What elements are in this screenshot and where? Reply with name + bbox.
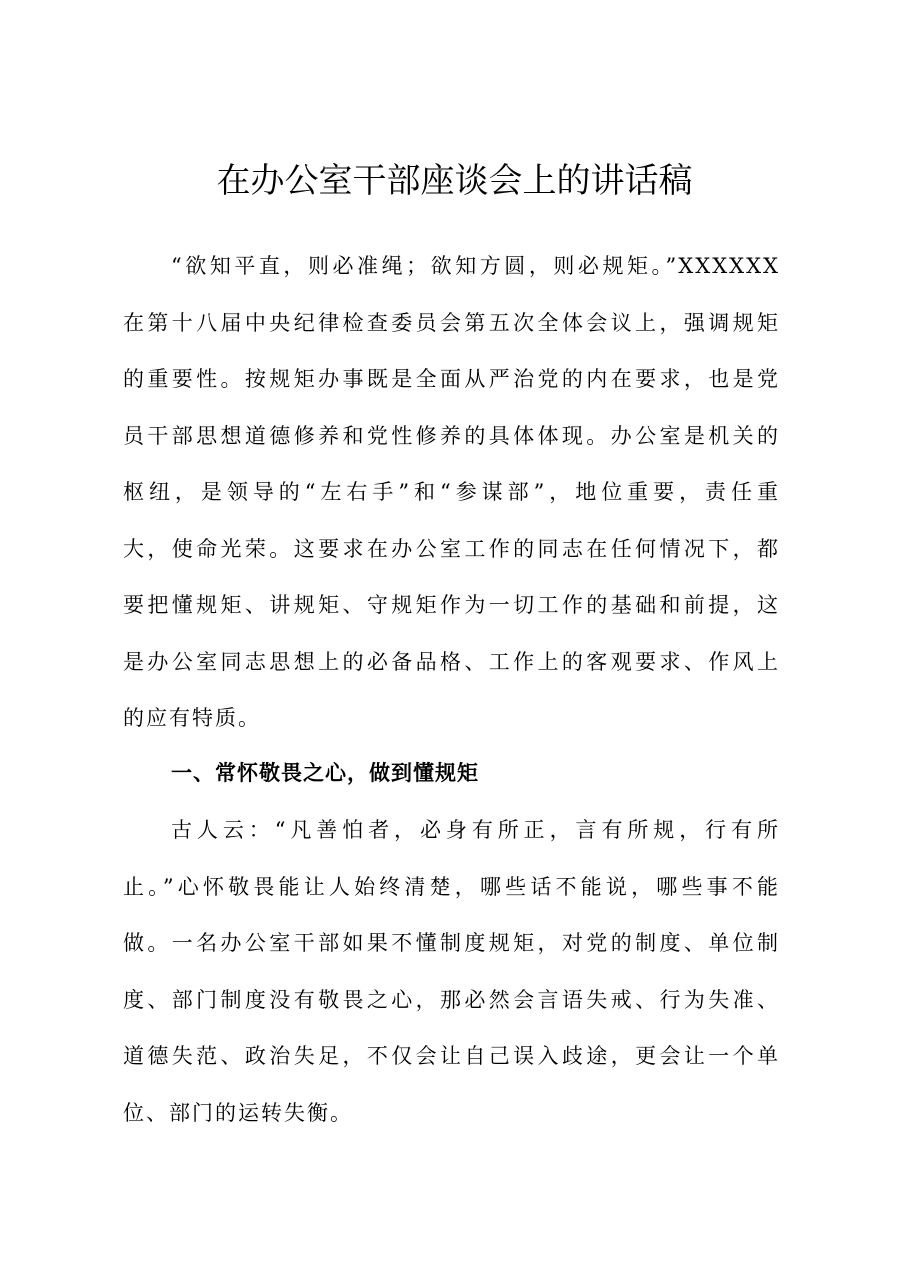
paragraph-line: 度、部门制度没有敬畏之心，那必然会言语失戒、行为失准、 — [123, 987, 780, 1012]
paragraph-line: 道德失范、政治失足，不仅会让自己误入歧途，更会让一个单 — [123, 1044, 780, 1068]
paragraph-line: 位、部门的运转失衡。 — [123, 1100, 353, 1125]
paragraph-line: 员干部思想道德修养和党性修养的具体体现。办公室是机关的 — [123, 423, 780, 448]
document-title: 在办公室干部座谈会上的讲话稿 — [216, 161, 693, 201]
paragraph-line: 的重要性。按规矩办事既是全面从严治党的内在要求，也是党 — [123, 367, 780, 391]
paragraph-line: 枢纽，是领导的“左右手”和“参谋部”，地位重要，责任重 — [123, 480, 780, 504]
section-heading: 一、常怀敬畏之心，做到懂规矩 — [171, 761, 479, 785]
paragraph-intro — [123, 238, 780, 747]
paragraph-line: 做。一名办公室干部如果不懂制度规矩，对党的制度、单位制 — [123, 931, 780, 955]
paragraph-line: 大，使命光荣。这要求在办公室工作的同志在任何情况下，都 — [123, 536, 780, 561]
paragraph-section-1 — [123, 802, 780, 1141]
paragraph-line: 的应有特质。 — [123, 706, 261, 730]
paragraph-line: 要把懂规矩、讲规矩、守规矩作为一切工作的基础和前提，这 — [123, 593, 780, 617]
paragraph-line: “欲知平直，则必准绳；欲知方圆，则必规矩。”XXXXXX — [171, 254, 780, 278]
paragraph-line: 是办公室同志思想上的必备品格、工作上的客观要求、作风上 — [123, 649, 780, 674]
paragraph-line: 在第十八届中央纪律检查委员会第五次全体会议上，强调规矩 — [123, 310, 780, 335]
paragraph-line: 古人云：“凡善怕者，必身有所正，言有所规，行有所 — [171, 818, 780, 842]
paragraph-line: 止。”心怀敬畏能让人始终清楚，哪些话不能说，哪些事不能 — [123, 874, 780, 899]
